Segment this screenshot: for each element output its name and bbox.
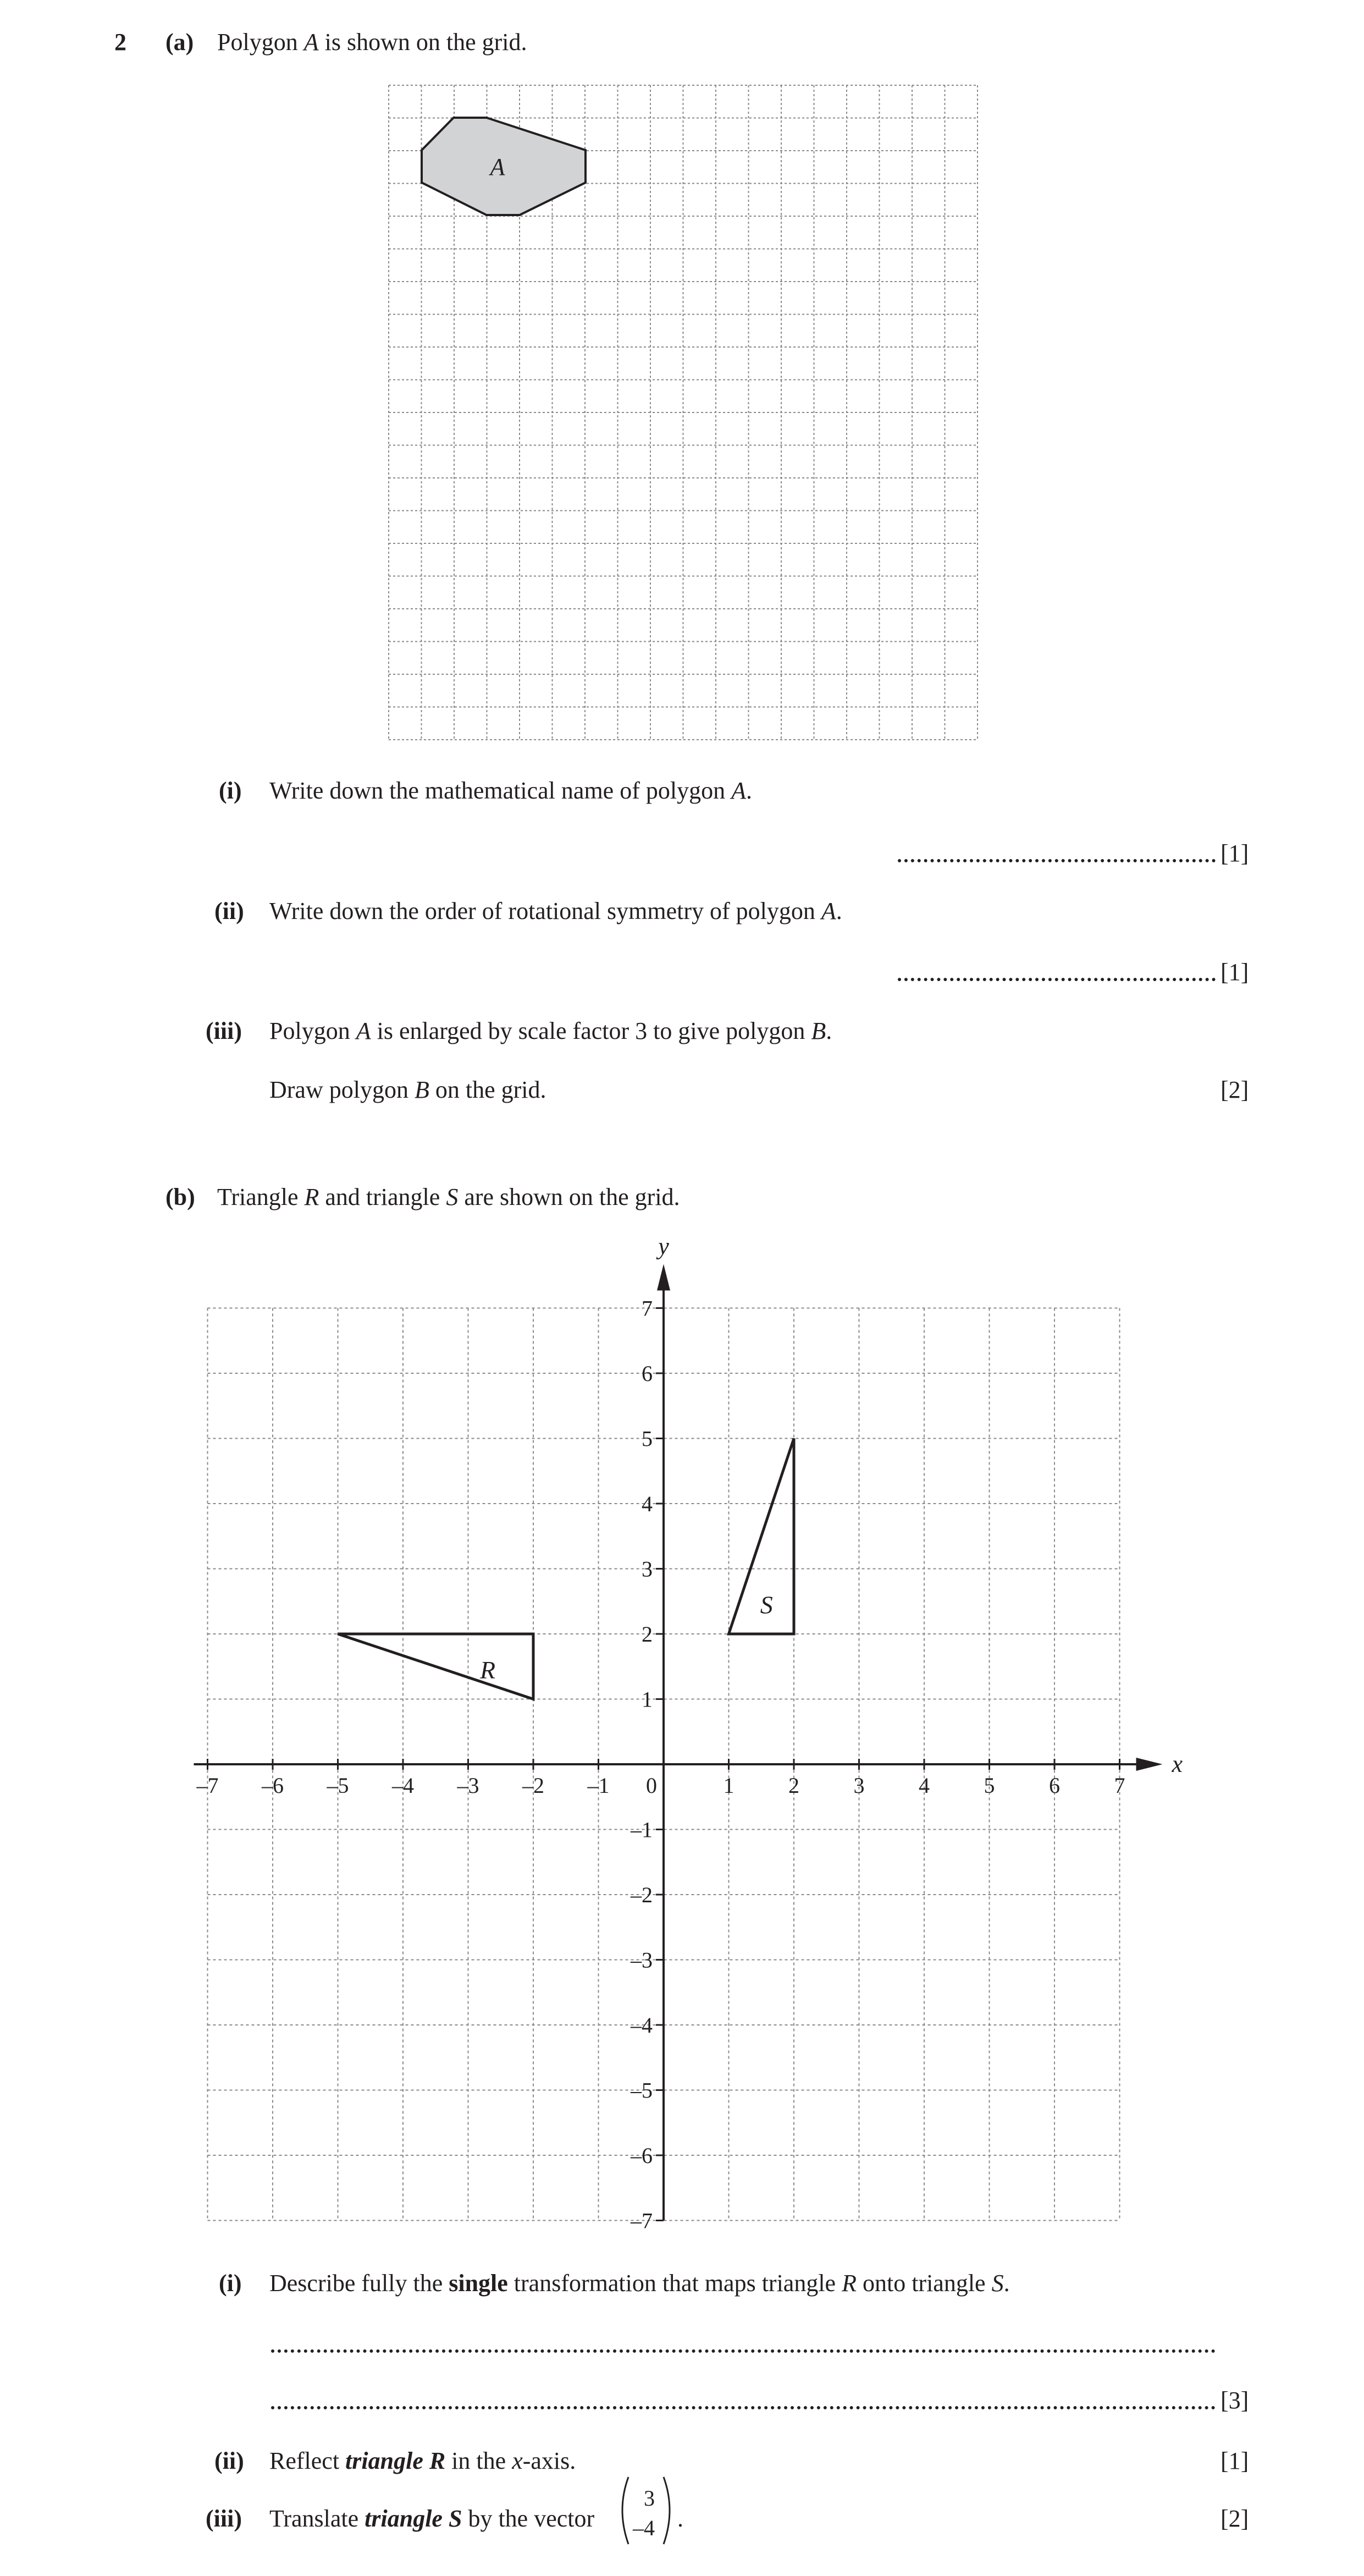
x-tick-label: –3	[457, 1773, 479, 1798]
part-a-ii-text: Write down the order of rotational symmetry of polygon A.	[269, 898, 842, 924]
y-tick-label: 3	[642, 1556, 653, 1582]
y-tick-label: –1	[631, 1817, 653, 1842]
y-axis-arrow	[657, 1264, 670, 1291]
part-b-i-text: Describe fully the single transformation that maps triangle R onto triangle S.	[269, 2270, 1010, 2297]
answer-line-b-i-1[interactable]	[271, 2349, 1216, 2353]
marks-b-ii: [1]	[1221, 2447, 1249, 2474]
triangle-r-label: R	[479, 1656, 496, 1685]
marks-a-ii: [1]	[1221, 959, 1249, 986]
part-b-ii-text: Reflect triangle R in the x-axis.	[269, 2447, 576, 2474]
x-tick-label: –7	[196, 1773, 219, 1798]
x-tick-label: 3	[853, 1773, 865, 1798]
marks-b-iii: [2]	[1221, 2505, 1249, 2532]
triangle-r	[338, 1634, 534, 1699]
x-tick-label: 0	[646, 1773, 657, 1798]
vector-period: .	[677, 2505, 683, 2532]
y-tick-label: 1	[642, 1687, 653, 1712]
part-b-intro: Triangle R and triangle S are shown on the grid.	[217, 1184, 680, 1210]
x-tick-label: 4	[919, 1773, 930, 1798]
part-b-iii-label: (iii)	[206, 2505, 242, 2532]
x-tick-label: 6	[1049, 1773, 1060, 1798]
vector-top: 3	[644, 2486, 655, 2511]
x-tick-label: 1	[723, 1773, 735, 1798]
triangle-s-label: S	[760, 1590, 773, 1619]
y-tick-label: –2	[631, 1883, 653, 1907]
part-a-intro: Polygon A is shown on the grid.	[217, 29, 527, 56]
vector-bottom: –4	[633, 2516, 655, 2540]
part-b-label: (b)	[165, 1184, 195, 1210]
x-tick-label: –2	[522, 1773, 544, 1798]
y-tick-label: –4	[631, 2013, 653, 2038]
x-tick-label: –4	[392, 1773, 414, 1798]
x-axis-arrow	[1136, 1758, 1163, 1771]
y-tick-label: 7	[642, 1296, 653, 1321]
y-tick-label: 2	[642, 1622, 653, 1647]
part-b-i-label: (i)	[219, 2270, 242, 2297]
x-tick-label: –6	[262, 1773, 284, 1798]
y-tick-label: 6	[642, 1361, 653, 1386]
x-axis-label: x	[1172, 1751, 1183, 1777]
part-a-iii-line2: Draw polygon B on the grid.	[269, 1076, 546, 1103]
y-tick-label: –6	[631, 2143, 653, 2168]
axes	[194, 1264, 1163, 2221]
y-tick-label: –3	[631, 1947, 653, 1973]
x-tick-label: –5	[327, 1773, 349, 1798]
x-tick-label: 5	[984, 1773, 995, 1798]
part-a-i-label: (i)	[219, 777, 242, 804]
marks-b-i: [3]	[1221, 2387, 1249, 2414]
y-tick-label: –5	[631, 2078, 653, 2103]
marks-a-i: [1]	[1221, 840, 1249, 867]
x-tick-label: 7	[1114, 1773, 1125, 1798]
marks-a-iii: [2]	[1221, 1076, 1249, 1103]
y-axis-label: y	[658, 1232, 669, 1260]
x-tick-label: –1	[587, 1773, 610, 1798]
polygon-a-label: A	[490, 153, 505, 180]
part-a-iii-label: (iii)	[206, 1017, 242, 1044]
question-number: 2	[114, 29, 126, 56]
y-tick-label: 4	[642, 1491, 653, 1516]
y-tick-label: –7	[631, 2208, 653, 2233]
part-b-ii-label: (ii)	[214, 2447, 244, 2474]
part-b-iii-text: Translate triangle S by the vector	[269, 2505, 595, 2532]
x-tick-label: 2	[788, 1773, 799, 1798]
part-a-i-text: Write down the mathematical name of polygon A.	[269, 777, 752, 804]
column-vector	[613, 2474, 679, 2548]
answer-line-b-i-2[interactable]	[271, 2406, 1216, 2409]
tick-labels	[196, 1233, 1183, 2233]
part-a-iii-line1: Polygon A is enlarged by scale factor 3 to give polygon B.	[269, 1017, 832, 1044]
part-a-ii-label: (ii)	[214, 898, 244, 924]
y-tick-label: 5	[642, 1426, 653, 1451]
part-a-label: (a)	[165, 29, 194, 56]
